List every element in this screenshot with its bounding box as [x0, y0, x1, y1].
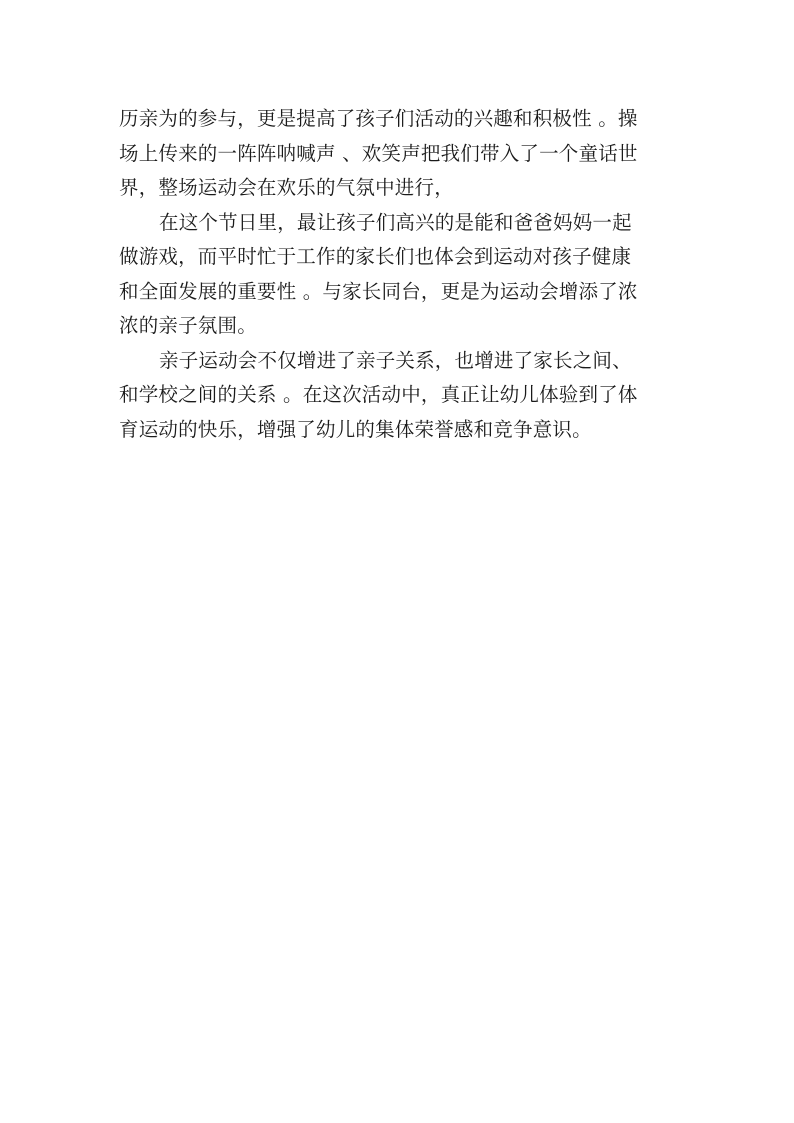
- paragraph-3-line-1: 亲子运动会不仅增进了亲子关系，也增进了家长之间、: [159, 348, 632, 372]
- paragraph-2-line-1: 在这个节日里，最让孩子们高兴的是能和爸爸妈妈一起: [159, 210, 632, 234]
- body-text: [119, 102, 691, 447]
- paragraph-1-line-1: 历亲为的参与，更是提高了孩子们活动的兴趣和积极性 。操: [119, 107, 638, 130]
- paragraph-3-line-3: 育运动的快乐，增强了幼儿的集体荣誉感和竞争意识。: [119, 417, 592, 441]
- paragraph-2-line-4: 浓的亲子氛围。: [119, 314, 257, 337]
- paragraph-1-line-3: 界，整场运动会在欢乐的气氛中进行，: [119, 176, 454, 199]
- paragraph-3-line-2: 和学校之间的关系 。在这次活动中，真正让幼儿体验到了体: [119, 383, 638, 406]
- paragraph-2-line-3: 和全面发展的重要性 。与家长同台，更是为运动会增添了浓: [119, 279, 638, 303]
- paragraph-1-line-2: 场上传来的一阵阵呐喊声 、欢笑声把我们带入了一个童话世: [119, 141, 638, 165]
- paragraph-2-line-2: 做游戏，而平时忙于工作的家长们也体会到运动对孩子健康: [119, 245, 632, 268]
